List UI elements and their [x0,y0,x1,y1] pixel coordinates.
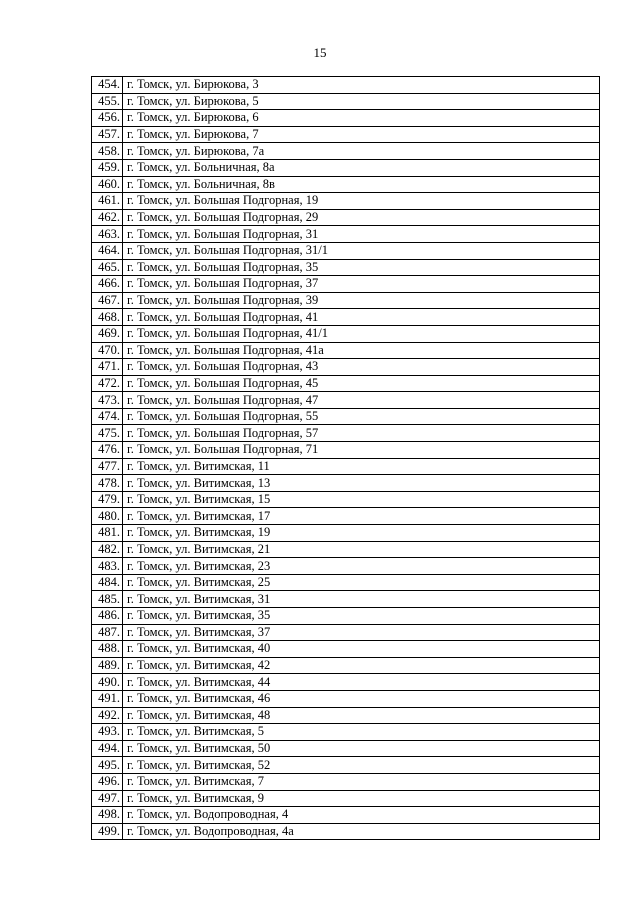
row-number: 459. [92,159,123,176]
table-row [92,176,600,193]
row-address: г. Томск, ул. Большая Подгорная, 39 [123,292,600,309]
table-row [92,475,600,492]
table-row [92,276,600,293]
row-address: г. Томск, ул. Витимская, 52 [123,757,600,774]
row-address: г. Томск, ул. Бирюкова, 6 [123,110,600,127]
row-address: г. Томск, ул. Витимская, 48 [123,707,600,724]
table-row [92,77,600,94]
row-number: 484. [92,574,123,591]
row-address: г. Томск, ул. Большая Подгорная, 31/1 [123,242,600,259]
row-address: г. Томск, ул. Большая Подгорная, 55 [123,408,600,425]
table-row [92,790,600,807]
row-address: г. Томск, ул. Витимская, 44 [123,674,600,691]
table-row [92,508,600,525]
address-table [91,76,600,840]
row-number: 456. [92,110,123,127]
row-address: г. Томск, ул. Витимская, 17 [123,508,600,525]
page-number: 15 [313,45,327,60]
row-address: г. Томск, ул. Витимская, 19 [123,525,600,542]
row-address: г. Томск, ул. Витимская, 23 [123,558,600,575]
row-number: 473. [92,392,123,409]
row-number: 472. [92,375,123,392]
row-address: г. Томск, ул. Витимская, 42 [123,657,600,674]
row-number: 486. [92,608,123,625]
row-number: 490. [92,674,123,691]
row-number: 475. [92,425,123,442]
table-row [92,807,600,824]
row-number: 469. [92,325,123,342]
row-address: г. Томск, ул. Витимская, 35 [123,608,600,625]
row-number: 470. [92,342,123,359]
table-row [92,375,600,392]
row-address: г. Томск, ул. Бирюкова, 7 [123,126,600,143]
table-row [92,541,600,558]
row-address: г. Томск, ул. Бирюкова, 3 [123,77,600,94]
row-address: г. Томск, ул. Большая Подгорная, 35 [123,259,600,276]
row-address: г. Томск, ул. Витимская, 31 [123,591,600,608]
row-number: 488. [92,641,123,658]
row-number: 460. [92,176,123,193]
table-row [92,259,600,276]
table-row [92,757,600,774]
row-address: г. Томск, ул. Витимская, 40 [123,641,600,658]
row-number: 483. [92,558,123,575]
row-number: 477. [92,458,123,475]
row-address: г. Томск, ул. Витимская, 50 [123,740,600,757]
row-address: г. Томск, ул. Большая Подгорная, 41/1 [123,325,600,342]
row-number: 499. [92,823,123,840]
row-address: г. Томск, ул. Большая Подгорная, 41 [123,309,600,326]
row-number: 492. [92,707,123,724]
row-address: г. Томск, ул. Витимская, 21 [123,541,600,558]
row-number: 468. [92,309,123,326]
table-row [92,674,600,691]
row-number: 458. [92,143,123,160]
row-number: 496. [92,773,123,790]
row-number: 482. [92,541,123,558]
table-row [92,591,600,608]
table-row [92,724,600,741]
table-row [92,707,600,724]
row-address: г. Томск, ул. Водопроводная, 4 [123,807,600,824]
row-number: 465. [92,259,123,276]
table-row [92,209,600,226]
row-number: 489. [92,657,123,674]
row-number: 476. [92,442,123,459]
table-row [92,641,600,658]
row-number: 480. [92,508,123,525]
table-row [92,159,600,176]
table-row [92,458,600,475]
row-address: г. Томск, ул. Больничная, 8в [123,176,600,193]
row-address: г. Томск, ул. Большая Подгорная, 41а [123,342,600,359]
row-number: 485. [92,591,123,608]
row-address: г. Томск, ул. Большая Подгорная, 29 [123,209,600,226]
table-row [92,740,600,757]
row-number: 494. [92,740,123,757]
table-row [92,773,600,790]
table-row [92,558,600,575]
table-row [92,425,600,442]
row-address: г. Томск, ул. Витимская, 11 [123,458,600,475]
row-number: 462. [92,209,123,226]
row-address: г. Томск, ул. Водопроводная, 4а [123,823,600,840]
row-address: г. Томск, ул. Большая Подгорная, 31 [123,226,600,243]
row-number: 491. [92,690,123,707]
row-address: г. Томск, ул. Большая Подгорная, 45 [123,375,600,392]
row-address: г. Томск, ул. Большая Подгорная, 37 [123,276,600,293]
table-row [92,193,600,210]
table-row [92,93,600,110]
table-row [92,657,600,674]
row-address: г. Томск, ул. Витимская, 9 [123,790,600,807]
table-row [92,442,600,459]
table-row [92,408,600,425]
row-number: 463. [92,226,123,243]
row-address: г. Томск, ул. Витимская, 7 [123,773,600,790]
table-row [92,525,600,542]
row-number: 497. [92,790,123,807]
table-row [92,491,600,508]
row-number: 487. [92,624,123,641]
row-number: 478. [92,475,123,492]
table-row [92,342,600,359]
table-row [92,309,600,326]
table-row [92,608,600,625]
table-row [92,823,600,840]
row-number: 455. [92,93,123,110]
row-address: г. Томск, ул. Витимская, 5 [123,724,600,741]
row-address: г. Томск, ул. Большая Подгорная, 47 [123,392,600,409]
row-address: г. Томск, ул. Большая Подгорная, 19 [123,193,600,210]
row-address: г. Томск, ул. Бирюкова, 7а [123,143,600,160]
table-row [92,392,600,409]
row-number: 457. [92,126,123,143]
row-address: г. Томск, ул. Большая Подгорная, 57 [123,425,600,442]
row-number: 466. [92,276,123,293]
row-address: г. Томск, ул. Бирюкова, 5 [123,93,600,110]
row-address: г. Томск, ул. Витимская, 25 [123,574,600,591]
table-row [92,292,600,309]
row-address: г. Томск, ул. Большая Подгорная, 71 [123,442,600,459]
row-number: 471. [92,359,123,376]
row-number: 481. [92,525,123,542]
row-number: 454. [92,77,123,94]
row-number: 461. [92,193,123,210]
table-row [92,126,600,143]
address-table-body [92,77,600,840]
table-row [92,143,600,160]
row-number: 474. [92,408,123,425]
table-row [92,325,600,342]
table-row [92,574,600,591]
table-row [92,359,600,376]
row-address: г. Томск, ул. Витимская, 37 [123,624,600,641]
row-number: 493. [92,724,123,741]
table-row [92,624,600,641]
table-row [92,110,600,127]
row-number: 464. [92,242,123,259]
row-address: г. Томск, ул. Витимская, 15 [123,491,600,508]
row-number: 467. [92,292,123,309]
table-row [92,226,600,243]
row-address: г. Томск, ул. Большая Подгорная, 43 [123,359,600,376]
row-number: 498. [92,807,123,824]
row-number: 479. [92,491,123,508]
row-number: 495. [92,757,123,774]
row-address: г. Томск, ул. Витимская, 46 [123,690,600,707]
row-address: г. Томск, ул. Витимская, 13 [123,475,600,492]
table-row [92,242,600,259]
table-row [92,690,600,707]
row-address: г. Томск, ул. Больничная, 8а [123,159,600,176]
